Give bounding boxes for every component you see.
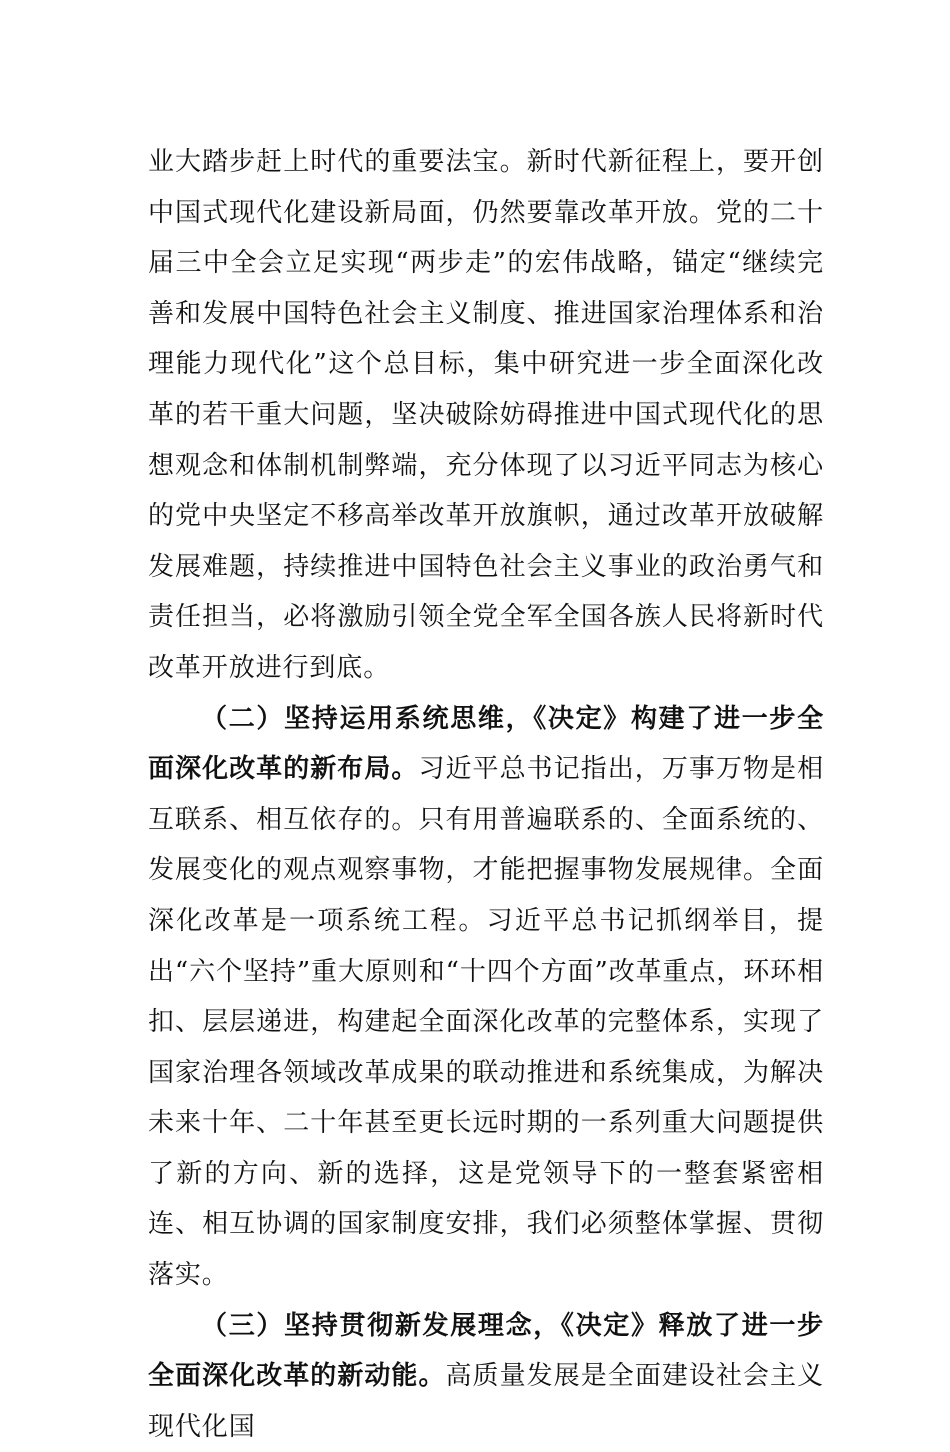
paragraph-text: 业大踏步赶上时代的重要法宝。新时代新征程上，要开创中国式现代化建设新局面，仍然要靠改革开放。党的二十届三中全会立足实现“两步走”的宏伟战略，锚定“继续完善和发展中国特色社会主义制度、推进国家治理体系和治理能力现代化”这个总目标，集中研究进一步全面深化改革的若干重大问题，坚决破除妨碍推进中国式现代化的思想观念和体制机制弊端，充分体现了以习近平同志为核心的党中央坚定不移高举改革开放旗帜，通过改革开放破解发展难题，持续推进中国特色社会主义事业的政治勇气和责任担当，必将激励引领全党全军全国各族人民将新时代改革开放进行到底。 bbox=[148, 147, 824, 683]
section-heading: （二）坚持运用系统思维，《决定》构建了进一步全面深化改革的新布局。 bbox=[148, 703, 824, 785]
paragraph-continuation bbox=[148, 137, 824, 694]
paragraph-section-2 bbox=[148, 694, 824, 1301]
document-body bbox=[148, 137, 824, 1452]
section-heading: （三）坚持贯彻新发展理念，《决定》释放了进一步全面深化改革的新动能。 bbox=[148, 1310, 824, 1392]
paragraph-text: 高质量发展是全面建设社会主义现代化国 bbox=[148, 1361, 824, 1442]
paragraph-text: 习近平总书记指出，万事万物是相互联系、相互依存的。只有用普遍联系的、全面系统的、发展变化的观点观察事物，才能把握事物发展规律。全面深化改革是一项系统工程。习近平总书记抓纲举目，提出“六个坚持”重大原则和“十四个方面”改革重点，环环相扣、层层递进，构建起全面深化改革的完整体系，实现了国家治理各领域改革成果的联动推进和系统集成，为解决未来十年、二十年甚至更长远时期的一系列重大问题提供了新的方向、新的选择，这是党领导下的一整套紧密相连、相互协调的国家制度安排，我们必须整体掌握、贯彻落实。 bbox=[148, 754, 824, 1291]
paragraph-section-3 bbox=[148, 1301, 824, 1452]
